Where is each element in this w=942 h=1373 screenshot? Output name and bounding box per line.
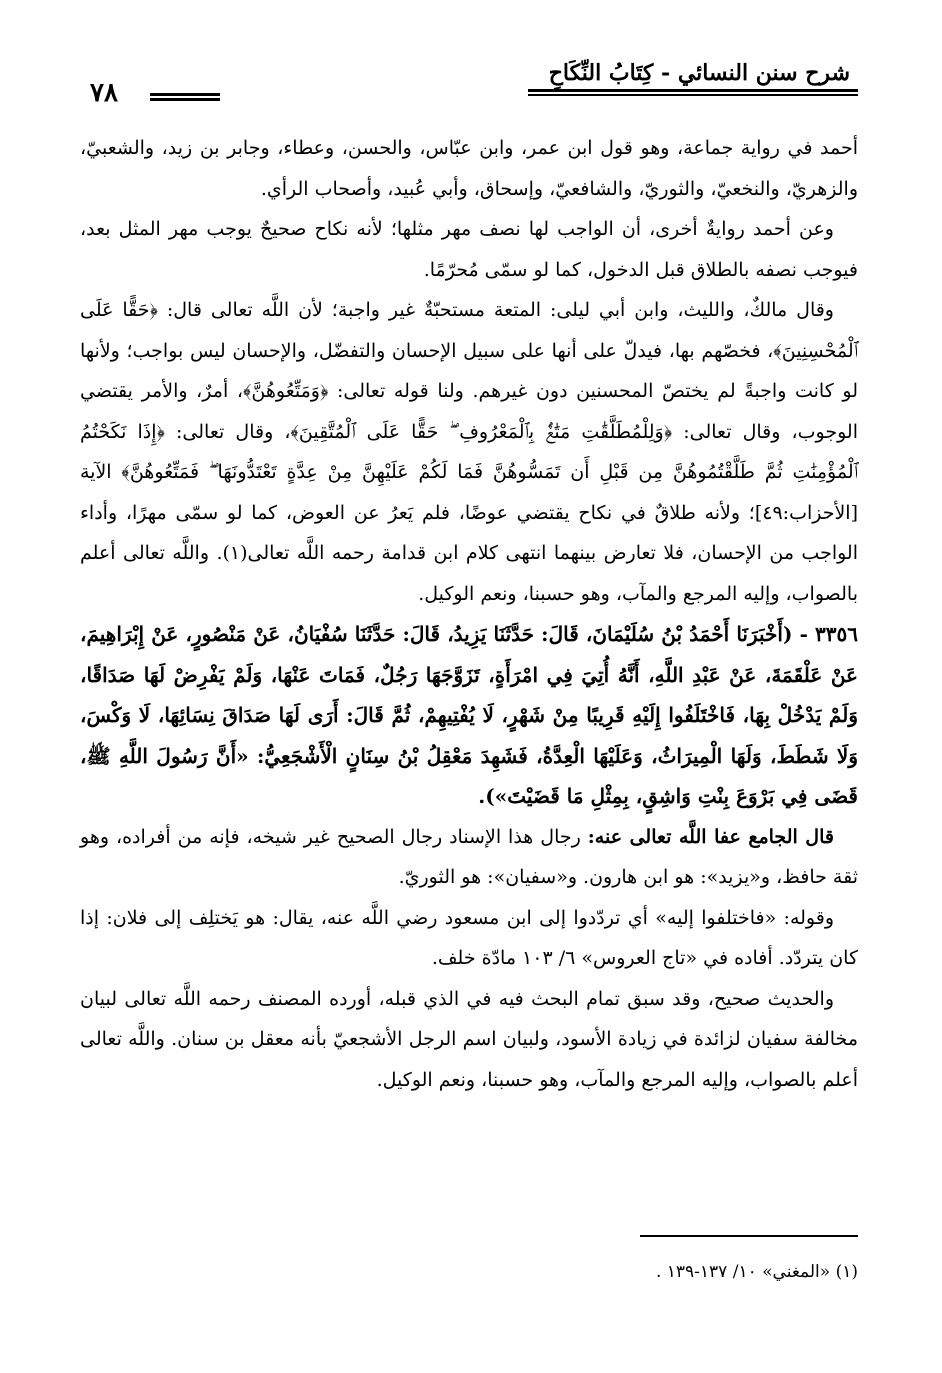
paragraph: والحديث صحيح، وقد سبق تمام البحث فيه في الذي قبله، أورده المصنف رحمه اللَّه تعالى لبيان مخالفة سفيان لزائدة في زيادة الأسود، ولبيان اسم الرجل الأشجعيّ بأنه معقل بن سنان. واللَّه تعالى أعلم بالصواب، وإليه المرجع والمآب، وهو حسبنا، ونعم الوكيل. [80, 987, 858, 1091]
footnote: (١) «المغني» ١٠/ ١٣٧-١٣٩ . [655, 1262, 858, 1282]
page-body [80, 128, 858, 1100]
commentary-lead: قال الجامع عفا اللَّه تعالى عنه: [587, 825, 834, 848]
commentary-paragraph [80, 817, 858, 898]
paragraph: أحمد في رواية جماعة، وهو قول ابن عمر، وابن عبّاس، والحسن، وعطاء، وجابر بن زيد، والشعبيّ، والزهريّ، والنخعيّ، والثوريّ، والشافعيّ، وإسحاق، وأبي عُبيد، وأصحاب الرأي. [80, 137, 858, 200]
footnote-separator [640, 1235, 858, 1237]
page-number: ٧٨ [90, 78, 118, 108]
running-title: شرح سنن النسائي - كِتَابُ النِّكَاحِ [548, 60, 850, 86]
hadith-text: ٣٣٥٦ - (أَخْبَرَنَا أَحْمَدُ بْنُ سُلَيْمَانَ، قَالَ: حَدَّثَنَا يَزِيدُ، قَالَ: حَدَّثَنَا سُفْيَانُ، عَنْ مَنْصُورٍ، عَنْ إِبْرَاهِيمَ، عَنْ عَلْقَمَةَ، عَنْ عَبْدِ اللَّهِ، أَنَّهُ أُتِيَ فِي امْرَأَةٍ، تَزَوَّجَهَا رَجُلٌ، فَمَاتَ عَنْهَا، وَلَمْ يَفْرِضْ لَهَا صَدَاقًا، وَلَمْ يَدْخُلْ بِهَا، فَاخْتَلَفُوا إِلَيْهِ قَرِيبًا مِنْ شَهْرٍ، لَا يُفْتِيهِمْ، ثُمَّ قَالَ: أَرَى لَهَا صَدَاقَ نِسَائِهَا، لَا وَكْسَ، وَلَا شَطَطَ، وَلَهَا الْمِيرَاثُ، وَعَلَيْهَا الْعِدَّةُ، فَشَهِدَ مَعْقِلُ بْنُ سِنَانٍ الْأَشْجَعِيُّ: «أَنَّ رَسُولَ اللَّهِ ﷺ، قَضَى فِي بَرْوَعَ بِنْتِ وَاشِقٍ، بِمِثْلِ مَا قَضَيْتَ»). [80, 622, 858, 808]
header-rule [528, 94, 858, 96]
commentary-text: رجال هذا الإسناد رجال الصحيح غير شيخه، فإنه من أفراده، وهو ثقة حافظ، و«يزيد»: هو ابن هارون. و«سفيان»: هو الثوريّ. [80, 825, 858, 888]
paragraph: وقوله: «فاختلفوا إليه» أي تردّدوا إلى ابن مسعود رضي اللَّه عنه، يقال: هو يَختلِف إلى فلان: إذا كان يتردّد. أفاده في «تاج العروس» ٦/ ١٠٣ مادّة خلف. [80, 906, 858, 969]
header-rule [528, 89, 858, 92]
page-number-rule [150, 98, 220, 101]
page-header [80, 58, 858, 108]
paragraph: وعن أحمد روايةٌ أخرى، أن الواجب لها نصف مهر مثلها؛ لأنه نكاح صحيحٌ يوجب مهر المثل بعد، فيوجب نصفه بالطلاق قبل الدخول، كما لو سمّى مُحرّمًا. [80, 218, 858, 281]
page-number-rule [150, 93, 220, 96]
paragraph: وقال مالكٌ، والليث، وابن أبي ليلى: المتعة مستحبّةٌ غير واجبة؛ لأن اللَّه تعالى قال: ﴿حَقًّا عَلَى ٱلْمُحْسِنِينَ﴾، فخصّهم بها، فيدلّ على أنها على سبيل الإحسان والتفضّل، والإحسان ليس بواجب؛ ولأنها لو كانت واجبةً لم يختصّ المحسنين دون غيرهم. ولنا قوله تعالى: ﴿وَمَتِّعُوهُنَّ﴾، أمرٌ، والأمر يقتضي الوجوب، وقال تعالى: ﴿وَلِلْمُطَلَّقَٰتِ مَتَٰعٌۢ بِٱلْمَعْرُوفِ ۖ حَقًّا عَلَى ٱلْمُتَّقِينَ﴾، وقال تعالى: ﴿إِذَا نَكَحْتُمُ ٱلْمُؤْمِنَٰتِ ثُمَّ طَلَّقْتُمُوهُنَّ مِن قَبْلِ أَن تَمَسُّوهُنَّ فَمَا لَكُمْ عَلَيْهِنَّ مِنْ عِدَّةٍ تَعْتَدُّونَهَا ۖ فَمَتِّعُوهُنَّ﴾ الآية [الأحزاب:٤٩]؛ ولأنه طلاقٌ في نكاح يقتضي عوضًا، فلم يَعرُ عن العوض، كما لو سمّى مهرًا، وأداء الواجب من الإحسان، فلا تعارض بينهما انتهى كلام ابن قدامة رحمه اللَّه تعالى(١). واللَّه تعالى أعلم بالصواب، وإليه المرجع والمآب، وهو حسبنا، ونعم الوكيل. [80, 299, 858, 605]
